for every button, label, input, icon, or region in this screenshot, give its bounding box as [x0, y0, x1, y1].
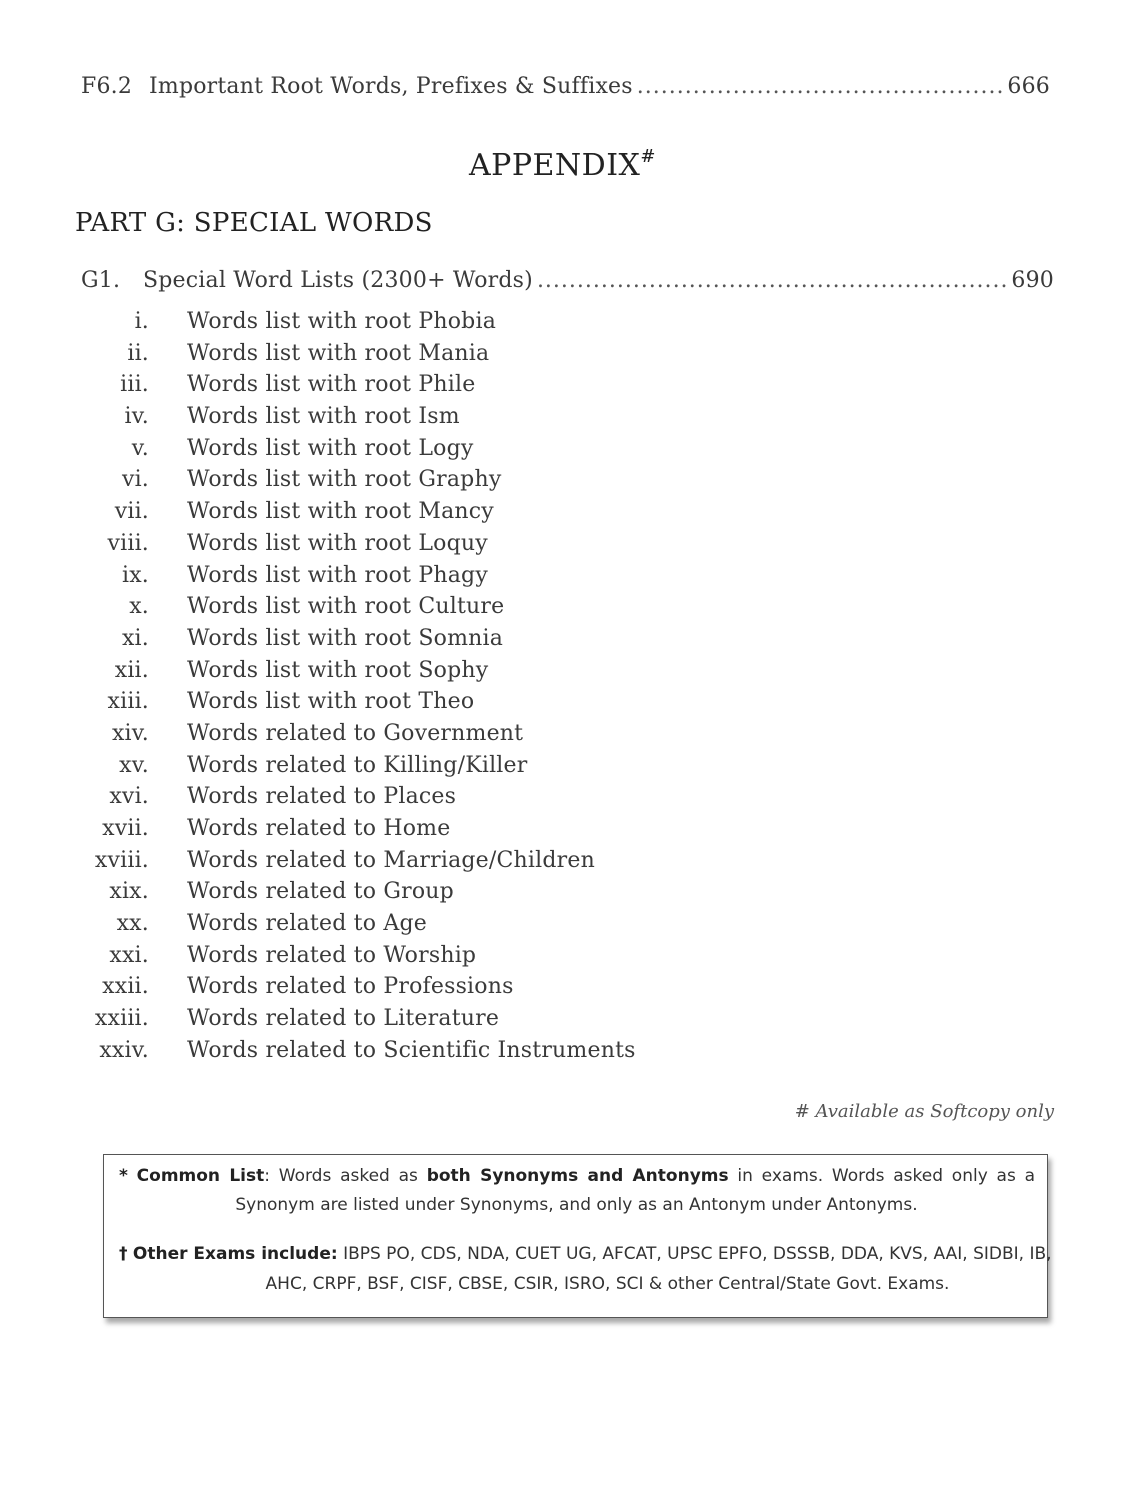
other-exams-dagger: †	[119, 1244, 128, 1264]
list-item-number: vii.	[114, 499, 149, 525]
list-item-text: Words related to Home	[187, 816, 451, 841]
toc-entry-page: 690	[1011, 268, 1054, 293]
list-item-number: xvii.	[102, 816, 149, 841]
list-item[interactable]	[80, 879, 780, 911]
list-item[interactable]	[80, 1038, 780, 1070]
list-item-text: Words list with root Phobia	[187, 309, 497, 334]
list-item-text: Words related to Scientific Instruments	[187, 1037, 636, 1063]
list-item-text: Words related to Worship	[187, 942, 477, 968]
list-item-number: xxi.	[109, 942, 149, 968]
list-item-number: vi.	[121, 467, 149, 493]
other-exams-note-line-2: AHC, CRPF, BSF, CISF, CBSE, CSIR, ISRO, SCI & other Central/State Govt. Exams.	[265, 1274, 950, 1294]
toc-entry-title: Important Root Words, Prefixes & Suffixes	[149, 74, 633, 99]
common-list-text: : Words asked as	[264, 1166, 418, 1186]
list-item-text: Words related to Killing/Killer	[187, 752, 528, 778]
list-item[interactable]	[80, 626, 780, 658]
list-item-number: xiv.	[111, 720, 149, 746]
list-item-number: xii.	[114, 657, 149, 683]
list-item-number: ix.	[121, 562, 149, 588]
list-item[interactable]	[80, 943, 780, 975]
other-exams-note-line-1	[119, 1244, 1052, 1264]
list-item-number: iii.	[120, 372, 149, 398]
list-item-number: x.	[129, 594, 149, 620]
common-list-note-line-1	[119, 1166, 1035, 1186]
list-item-text: Words related to Professions	[187, 974, 514, 1000]
list-item-text: Words list with root Mania	[187, 340, 490, 366]
list-item-number: xvi.	[109, 784, 149, 810]
appendix-mark: #	[640, 146, 657, 167]
exam-notes-box	[103, 1154, 1052, 1318]
list-item-text: Words list with root Loquy	[187, 530, 488, 556]
list-item-text: Words related to Government	[187, 720, 524, 746]
list-item-number: iv.	[124, 404, 149, 430]
list-item-text: Words related to Age	[187, 911, 427, 937]
list-item-number: xxiii.	[94, 1006, 149, 1032]
list-item-number: xxiv.	[99, 1037, 149, 1063]
list-item-number: xi.	[121, 625, 149, 651]
list-item-text: Words related to Group	[187, 879, 454, 905]
other-exams-text: IBPS PO, CDS, NDA, CUET UG, AFCAT, UPSC EPFO, DSSSB, DDA, KVS, AAI, SIDBI, IB,	[343, 1244, 1052, 1264]
list-item[interactable]	[80, 436, 780, 468]
list-item[interactable]	[80, 404, 780, 436]
part-heading: PART G: SPECIAL WORDS	[75, 208, 433, 238]
toc-entry-number: F6.2	[81, 74, 133, 99]
list-item-text: Words related to Places	[187, 784, 457, 810]
list-item-number: xiii.	[107, 689, 149, 715]
toc-entry-number: G1.	[81, 268, 121, 293]
list-item-text: Words related to Marriage/Children	[187, 847, 595, 873]
list-item-number: viii.	[107, 530, 149, 556]
list-item-number: v.	[131, 435, 149, 461]
list-item[interactable]	[80, 563, 780, 595]
common-list-label: Common List	[136, 1166, 265, 1186]
common-list-text-2: in exams. Words asked only as a	[737, 1166, 1036, 1186]
list-item-number: xx.	[116, 911, 149, 937]
list-item-text: Words list with root Graphy	[187, 467, 502, 493]
common-list-star: *	[119, 1166, 128, 1186]
list-item-number: ii.	[127, 340, 149, 366]
toc-leader-dots	[537, 268, 1007, 293]
common-list-bold: both Synonyms and Antonyms	[426, 1166, 729, 1186]
list-item[interactable]	[80, 309, 780, 341]
list-item-number: xxii.	[102, 974, 149, 1000]
list-item[interactable]	[80, 531, 780, 563]
list-item-text: Words list with root Ism	[187, 404, 460, 430]
softcopy-note: # Available as Softcopy only	[794, 1101, 1054, 1122]
list-item-number: i.	[134, 309, 149, 334]
list-item[interactable]	[80, 911, 780, 943]
list-item[interactable]	[80, 721, 780, 753]
list-item-text: Words list with root Sophy	[187, 657, 489, 683]
list-item-text: Words related to Literature	[187, 1006, 500, 1032]
list-item[interactable]	[80, 848, 780, 880]
list-item[interactable]	[80, 784, 780, 816]
list-item[interactable]	[80, 1006, 780, 1038]
toc-entry-g1[interactable]	[81, 268, 1054, 293]
list-item[interactable]	[80, 467, 780, 499]
appendix-title-text: APPENDIX	[468, 148, 641, 183]
list-item[interactable]	[80, 499, 780, 531]
list-item[interactable]	[80, 689, 780, 721]
toc-entry-title: Special Word Lists (2300+ Words)	[143, 268, 533, 293]
list-item-text: Words list with root Mancy	[187, 499, 494, 525]
list-item[interactable]	[80, 658, 780, 690]
list-item-text: Words list with root Culture	[187, 594, 505, 620]
list-item[interactable]	[80, 753, 780, 785]
list-item[interactable]	[80, 974, 780, 1006]
list-item-text: Words list with root Somnia	[187, 625, 504, 651]
list-item-text: Words list with root Phagy	[187, 562, 488, 588]
list-item-text: Words list with root Logy	[187, 435, 474, 461]
list-item-text: Words list with root Phile	[187, 372, 476, 398]
list-item-text: Words list with root Theo	[187, 689, 475, 715]
list-item-number: xix.	[109, 879, 149, 905]
list-item[interactable]	[80, 341, 780, 373]
word-list-subentries	[80, 309, 780, 1070]
other-exams-label: Other Exams include:	[132, 1244, 338, 1264]
list-item[interactable]	[80, 594, 780, 626]
toc-entry-f6-2[interactable]	[81, 74, 1050, 99]
toc-entry-page: 666	[1007, 74, 1050, 99]
list-item[interactable]	[80, 816, 780, 848]
appendix-title	[0, 148, 1125, 183]
common-list-note-line-2: Synonym are listed under Synonyms, and only as an Antonym under Antonyms.	[235, 1195, 918, 1215]
list-item-number: xv.	[119, 752, 149, 778]
toc-leader-dots	[637, 74, 1004, 99]
list-item[interactable]	[80, 372, 780, 404]
list-item-number: xviii.	[94, 847, 149, 873]
